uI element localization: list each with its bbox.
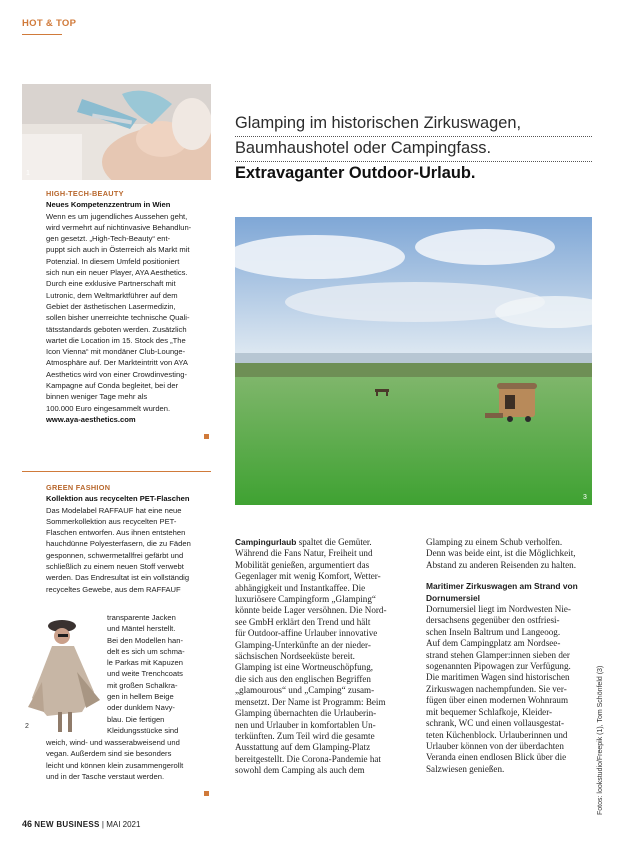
title-line-1: Glamping im historischen Zirkuswagen, bbox=[235, 112, 592, 137]
section-tag-rule bbox=[22, 34, 62, 35]
col1-body-line: nen und Urlauber in komfortablen Un- bbox=[235, 719, 376, 730]
col1-body-line: Mobilität genießen, argumentiert das bbox=[235, 559, 370, 570]
fashion-model-photo bbox=[22, 612, 104, 734]
col2-body-line: teten Küchenblock. Urlauberinnen und bbox=[426, 729, 568, 740]
beauty-body-line: sich nun ein neuer Player, AYA Aesthetics. bbox=[46, 268, 188, 278]
fashion-body-line: Sommerkollektion aus recycelten PET- bbox=[46, 516, 177, 526]
fashion-body-line: transparente Jacken bbox=[107, 613, 176, 622]
col1-lead: Campingurlaub bbox=[235, 537, 297, 547]
col2-body-line: schen Inseln Baltrum und Langeoog. bbox=[426, 626, 561, 637]
fashion-body-line: Kleidungsstücke sind bbox=[107, 725, 179, 735]
end-mark bbox=[204, 791, 209, 796]
photo-number-1: 1 bbox=[26, 170, 30, 177]
beauty-body-line: tätsstandards geboten werden. Zusätzlich bbox=[46, 324, 187, 334]
col1-lead-line bbox=[235, 537, 407, 548]
fashion-body-line: delt es sich um schma- bbox=[107, 646, 185, 656]
col1-body-line: mensetzt. Der Name ist Programm: Beim bbox=[235, 696, 386, 707]
col1-body-line: luxuriösere Campingform „Glamping“ bbox=[235, 594, 376, 605]
fashion-body-line: Das Modelabel RAFFAUF hat eine neue bbox=[46, 505, 182, 515]
col2-body-line: Abstand zu anderen Reisenden zu halten. bbox=[426, 559, 576, 570]
col2-body-line: Die maritimen Wagen sind historischen bbox=[426, 672, 570, 683]
page-footer bbox=[22, 819, 140, 829]
col2-body-line: strand stehen Glamper:innen sieben der bbox=[426, 649, 570, 660]
beauty-body-line: Atmosphäre auf. Der Markteintritt von AYA bbox=[46, 358, 188, 368]
col2-body-line: Veranda einen endlosen Blick über die bbox=[426, 752, 567, 763]
fashion-article bbox=[46, 482, 216, 595]
beauty-body-line: Durch eine exklusive Partnerschaft mit bbox=[46, 279, 176, 289]
col1-lead-rest: spaltet die Gemüter. bbox=[296, 537, 372, 547]
col1-body-line: „glamourous“ und „Camping“ zusam- bbox=[235, 685, 375, 696]
col1-body-line: Glamping ist eine Wortneuschöpfung, bbox=[235, 662, 374, 673]
photo-number-3: 3 bbox=[583, 494, 587, 501]
fashion-body-line: recyceltes Gewebe, aus dem RAFFAUF bbox=[46, 584, 181, 594]
beauty-body bbox=[46, 211, 216, 414]
fashion-body-narrow bbox=[107, 612, 215, 736]
fashion-body-line: leicht und können klein zusammengerollt bbox=[46, 760, 184, 770]
beauty-body-line: Kampagne auf Conda begleitet, bei der bbox=[46, 381, 179, 391]
title-line-2: Baumhaushotel oder Campingfass. bbox=[235, 137, 592, 162]
col1-body-line: könnte beide Lager versöhnen. Die Nord- bbox=[235, 605, 387, 616]
col2-body-line: sogenannten Pipowagen zur Verfügung. bbox=[426, 661, 571, 672]
beauty-body-line: Icon Vienna“ mit mondäner Club-Lounge- bbox=[46, 347, 186, 357]
col1-body-line: Gegenlager mit wenig Komfort, Wetter- bbox=[235, 571, 381, 582]
col2-body-line: Zirkuswagen nachempfunden. Sie ver- bbox=[426, 683, 567, 694]
fashion-body-line: schließlich zu einem neuen Stoff verwebt bbox=[46, 562, 184, 572]
col2-body-b bbox=[426, 604, 594, 775]
magazine-name: NEW BUSINESS bbox=[34, 820, 100, 829]
beauty-url[interactable]: www.aya-aesthetics.com bbox=[46, 414, 136, 424]
fashion-body-line: oder dunklem Navy- bbox=[107, 703, 175, 713]
beauty-body-line: wartet die Location im 15. Stock des „The bbox=[46, 335, 186, 345]
fashion-body-line: weich, wind- und wasserabweisend und bbox=[46, 738, 180, 747]
article-column-2 bbox=[426, 537, 594, 775]
fashion-body-line: gesponnen, schwermetallfrei gefärbt und bbox=[46, 550, 184, 560]
fashion-body-line: und in der Tasche verstaut werden. bbox=[46, 771, 165, 781]
title-bold-line: Extravaganter Outdoor-Urlaub. bbox=[235, 164, 476, 182]
fashion-body-line: gen in hellem Beige bbox=[107, 692, 174, 702]
page-number: 46 bbox=[22, 819, 33, 829]
beauty-body-line: wird vermehrt auf nichtinvasive Behandlun- bbox=[46, 222, 192, 232]
fashion-body-line: hauchdünne Polyesterfasern, die zu Fäden bbox=[46, 539, 191, 549]
col1-body-line: die sich aus den englischen Begriffen bbox=[235, 673, 371, 684]
beauty-article bbox=[46, 188, 216, 425]
col2-body-line: Auf dem Campingplatz am Nordsee- bbox=[426, 638, 561, 649]
fashion-kicker: GREEN FASHION bbox=[46, 483, 111, 492]
beauty-body-line: Wenn es um jugendliches Aussehen geht, bbox=[46, 211, 188, 221]
col1-body-line: Während die Fans Natur, Freiheit und bbox=[235, 548, 373, 559]
fashion-body-full bbox=[46, 505, 216, 595]
fashion-body-line: und weite Trenchcoats bbox=[107, 669, 183, 679]
photo-number-2: 2 bbox=[25, 723, 29, 730]
fashion-body-line: werden. Das Endresultat ist ein vollständig bbox=[46, 573, 190, 583]
col2-body-line: dersachsens gegenüber den ostfriesi- bbox=[426, 615, 560, 626]
beauty-body-line: Potenzial. In diesem Umfeld positioniert bbox=[46, 256, 180, 266]
col2-body-line: Glamping zu einem Schub verholfen. bbox=[426, 537, 563, 547]
col1-body-line: Glamping übernachten die Urlauberin- bbox=[235, 708, 377, 719]
article-title bbox=[235, 112, 592, 186]
col2-body-a bbox=[426, 537, 594, 571]
col1-body-line: sächsischen Nordseeküste bereit. bbox=[235, 651, 355, 662]
col2-body-line: Salzwiesen genießen. bbox=[426, 763, 505, 774]
col2-subhead-1: Maritimer Zirkuswagen am Strand von bbox=[426, 581, 578, 592]
beauty-body-line: binnen weniger Tage mehr als bbox=[46, 392, 148, 402]
fashion-body-tail bbox=[46, 737, 216, 782]
section-tag: HOT & TOP bbox=[22, 18, 77, 29]
col2-body-line: mit bequemer Schlafkoje, Kleider- bbox=[426, 706, 553, 717]
col1-body-line: Ausstattung auf dem Glamping-Platz bbox=[235, 742, 371, 753]
end-mark bbox=[204, 434, 209, 439]
fashion-body-line: Flaschen entworfen. Aus ihnen entstehen bbox=[46, 528, 186, 538]
footer-separator: | bbox=[101, 820, 104, 829]
fashion-body-line: vegan. Außerdem sind sie besonders bbox=[46, 749, 172, 759]
issue-date: MAI 2021 bbox=[106, 820, 141, 829]
beauty-body-line: sollen bisher unerreichte technische Quali- bbox=[46, 313, 190, 323]
beauty-kicker: HIGH-TECH-BEAUTY bbox=[46, 189, 124, 198]
beauty-body-line: puppt sich auch in Österreich als Markt mit bbox=[46, 245, 190, 255]
col1-body-line: Glamping-Unterkünfte an der nieder- bbox=[235, 639, 371, 650]
col2-body-line: fügen über einen modernen Wohnraum bbox=[426, 695, 569, 706]
beauty-treatment-photo bbox=[22, 84, 211, 180]
col1-body-line: terkünften. Zum Teil wird die gesamte bbox=[235, 730, 375, 741]
col2-subhead-2: Dornumersiel bbox=[426, 592, 480, 603]
col2-body-line: Urlauber können von der überdachten bbox=[426, 740, 564, 751]
col2-body-line: Dornumersiel liegt im Nordwesten Nie- bbox=[426, 604, 571, 615]
beauty-body-line: Gebiet der ästhetischen Lasermedizin, bbox=[46, 301, 176, 311]
fashion-body-line: le Parkas mit Kapuzen bbox=[107, 658, 183, 668]
col2-body-line: Denn was beide eint, ist die Möglichkeit, bbox=[426, 548, 576, 559]
sidebar-divider bbox=[22, 471, 211, 472]
fashion-body-line: und Mäntel herstellt. bbox=[107, 624, 176, 634]
article-column-1 bbox=[235, 537, 407, 777]
beauty-body-line: Lutronic, dem Weltmarktführer auf dem bbox=[46, 290, 178, 300]
fashion-body-line: mit großen Schalkra- bbox=[107, 680, 178, 690]
beauty-body-line: 100.000 Euro eingesammelt wurden. bbox=[46, 403, 171, 413]
beauty-body-line: Aesthetics wird von einer Crowdinvesting- bbox=[46, 369, 187, 379]
col1-body-line: abhängigkeit und Instantkaffee. Die bbox=[235, 582, 366, 593]
col1-body-line: bereitgestellt. Die Corona-Pandemie hat bbox=[235, 753, 381, 764]
fashion-body-line: Bei den Modellen han- bbox=[107, 635, 183, 645]
beauty-headline: Neues Kompetenzzentrum in Wien bbox=[46, 200, 171, 210]
col1-body-line: sowohl dem Camping als auch dem bbox=[235, 765, 365, 776]
col1-body-line: see GmbH erklärt den Trend und hält bbox=[235, 616, 371, 627]
beauty-body-line: gen gesetzt. „High-Tech-Beauty“ ent- bbox=[46, 234, 171, 244]
photo-credit-text: Fotos: lookstudio/Freepik (1), Tom Schönfeld (3) bbox=[597, 665, 604, 815]
col1-body-line: für Outdoor-affine Urlauber innovative bbox=[235, 628, 378, 639]
col1-body bbox=[235, 548, 407, 776]
fashion-headline: Kollektion aus recycelten PET-Flaschen bbox=[46, 494, 190, 504]
glamping-wagon-photo bbox=[235, 217, 592, 505]
photo-credit bbox=[597, 625, 609, 815]
col2-body-line: schrank, WC und einen vollausgestat- bbox=[426, 718, 564, 729]
fashion-body-line: blau. Die fertigen bbox=[107, 714, 165, 724]
